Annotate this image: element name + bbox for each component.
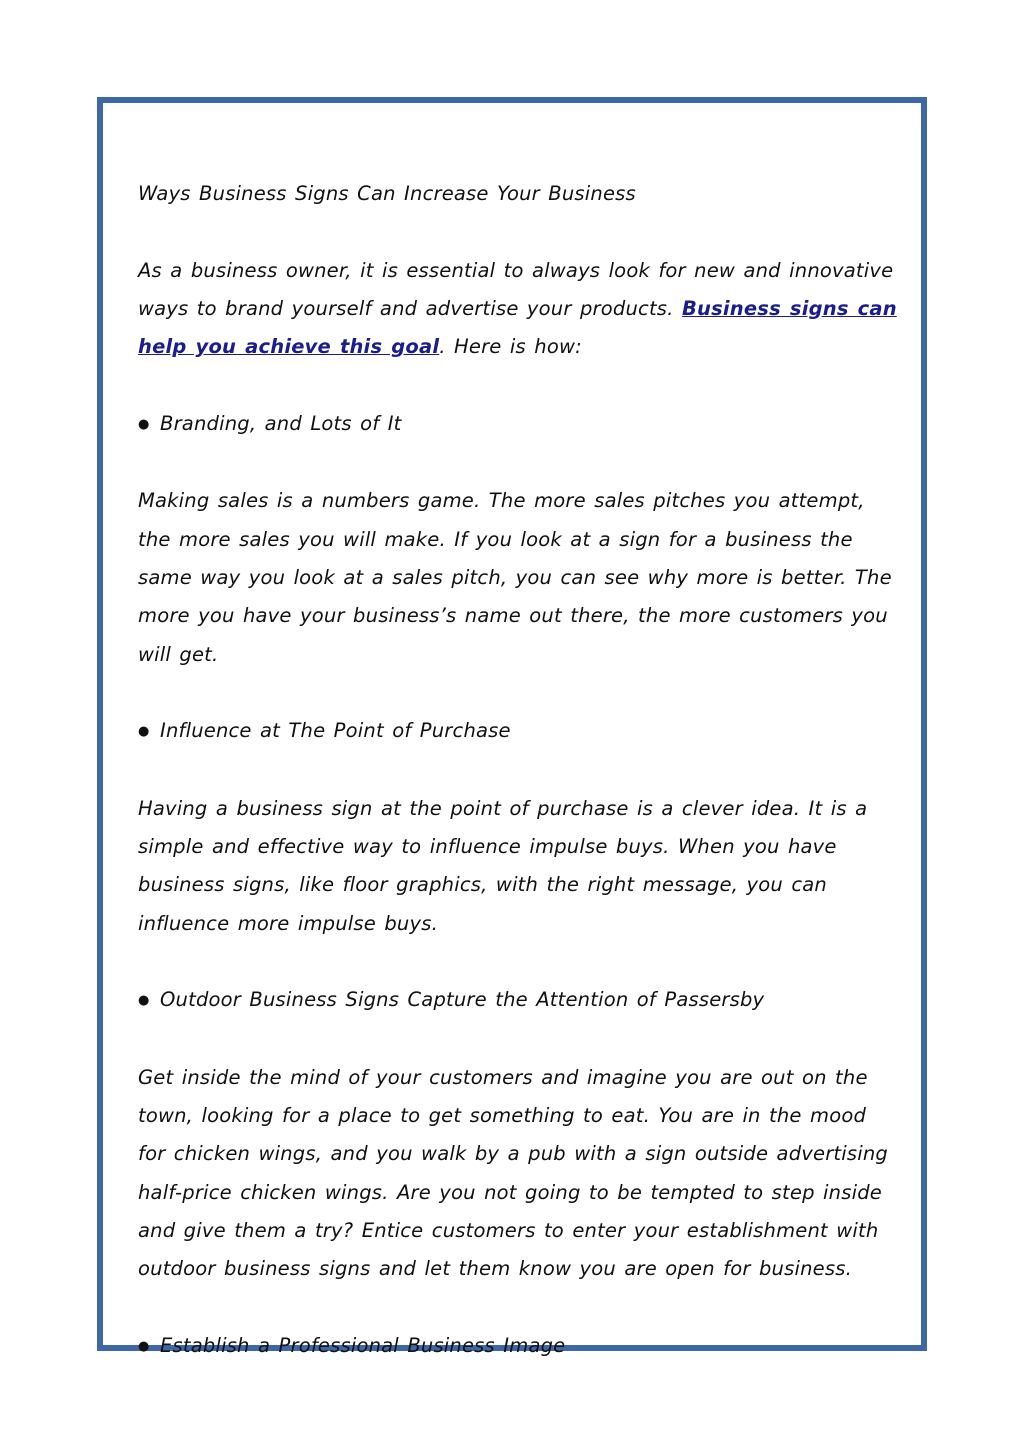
- bullet-icon: ●: [138, 724, 150, 740]
- section-heading-branding: [138, 405, 898, 444]
- section-body-outdoor-signs: Get inside the mind of your customers and imagine you are out on the town, looking for a place to get something to eat. You are in the mood for chicken wings, and you walk by a pub with a sign outside advertising half-price chicken wings. Are you not going to be tempted to step inside and give them a try? Entice customers to enter your establishment with outdoor business signs and let them know you are open for business.: [138, 1065, 889, 1281]
- section-body-point-of-purchase: Having a business sign at the point of purchase is a clever idea. It is a simple and effective way to influence impulse buys. When you have business signs, like floor graphics, with the right message, you can influence more impulse buys.: [138, 796, 868, 935]
- bullet-icon: ●: [138, 993, 150, 1009]
- intro-paragraph: [138, 252, 898, 367]
- section-heading-text: Branding, and Lots of It: [160, 411, 402, 435]
- section-heading-point-of-purchase: [138, 712, 898, 751]
- section-heading-text: Establish a Professional Business Image: [160, 1333, 566, 1357]
- section-heading-professional-image: [138, 1327, 898, 1366]
- section-heading-text: Influence at The Point of Purchase: [160, 719, 511, 743]
- section-body-branding: Making sales is a numbers game. The more sales pitches you attempt, the more sales you will make. If you look at a sign for a business the same way you look at a sales pitch, you can see why more is better. The more you have your business’s name out there, the more customers you will get.: [138, 489, 892, 666]
- section-heading-text: Outdoor Business Signs Capture the Attention of Passersby: [160, 988, 765, 1012]
- bullet-icon: ●: [138, 1338, 150, 1354]
- bullet-icon: ●: [138, 416, 150, 432]
- intro-text-after: . Here is how:: [439, 335, 582, 359]
- document-title: Ways Business Signs Can Increase Your Business: [138, 182, 636, 205]
- business-signs-link[interactable]: Business signs can help you achieve this goal: [138, 296, 897, 359]
- section-heading-outdoor-signs: [138, 981, 898, 1020]
- intro-text-before: As a business owner, it is essential to always look for new and innovative ways to brand yourself and advertise your products.: [138, 258, 894, 320]
- page-frame: [97, 97, 927, 1357]
- document-body: [138, 175, 898, 1405]
